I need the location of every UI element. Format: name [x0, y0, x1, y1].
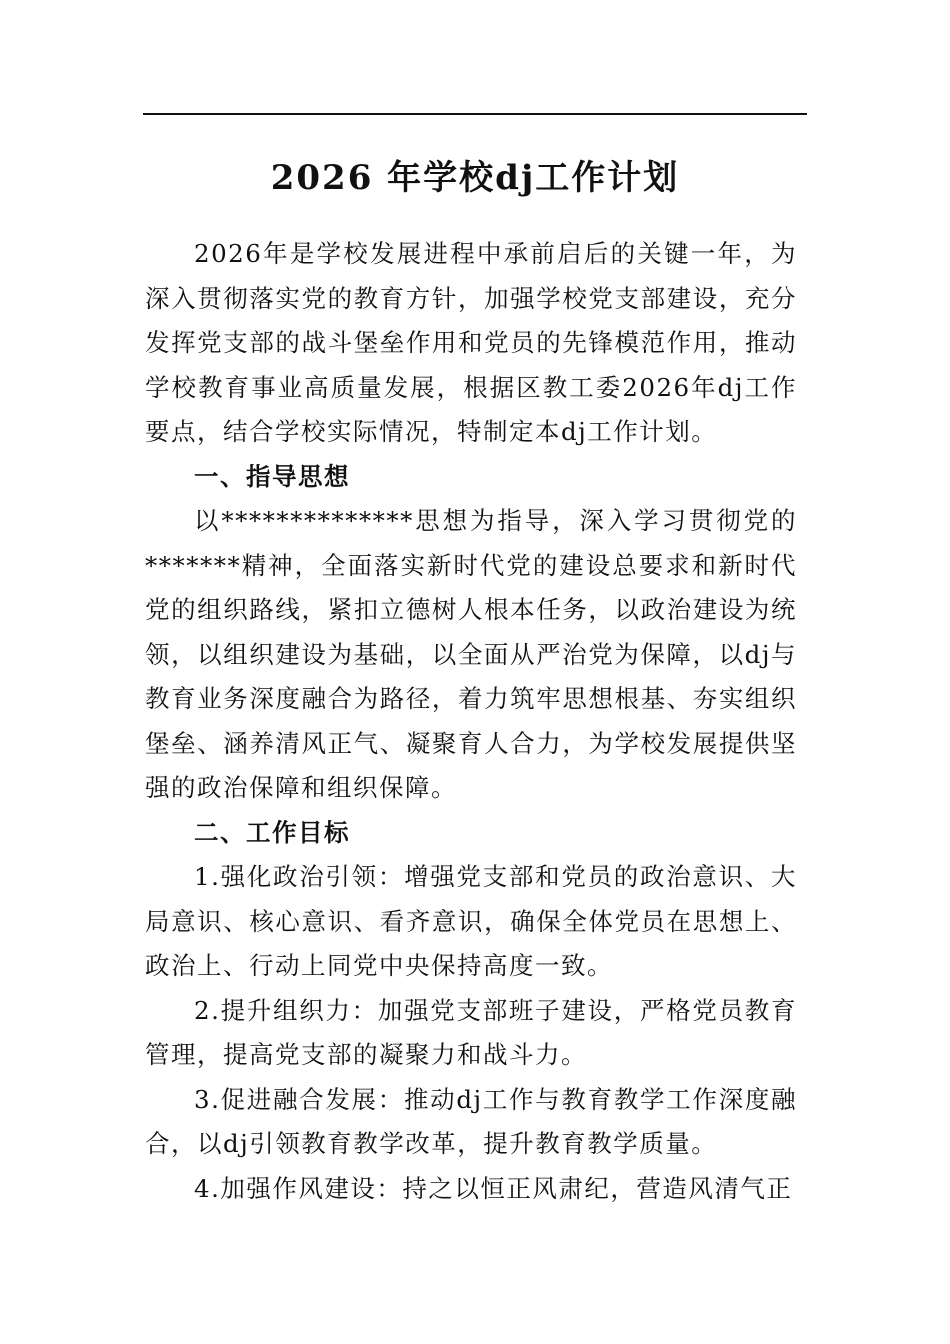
goal-item-1 [145, 855, 797, 989]
goal-item-lead: 4.加强作风建设： [194, 1173, 403, 1203]
document-body [145, 232, 797, 1211]
goal-item-text: 持之以恒正风肃纪，营造风清气正 [402, 1173, 793, 1203]
intro-paragraph: 2026年是学校发展进程中承前启后的关键一年，为深入贯彻落实党的教育方针，加强学校党支部建设，充分发挥党支部的战斗堡垒作用和党员的先锋模范作用，推动学校教育事业高质量发展，根据区教工委2026年dj工作要点，结合学校实际情况，特制定本dj工作计划。 [145, 239, 797, 446]
goal-item-lead: 2.提升组织力： [194, 995, 378, 1025]
goal-item-text: 推动dj工作与教育教学工作深度融合，以dj引领教育教学改革，提升教育教学质量。 [145, 1084, 798, 1158]
goal-item-3 [145, 1078, 797, 1167]
guiding-ideology-paragraph: 以**************思想为指导，深入学习贯彻党的*******精神，全面落实新时代党的建设总要求和新时代党的组织路线，紧扣立德树人根本任务，以政治建设为统领，以组织建设为基础，以全面从严治党为保障，以dj与教育业务深度融合为路径，着力筑牢思想根基、夯实组织堡垒、涵养清风正气、凝聚育人合力，为学校发展提供坚强的政治保障和组织保障。 [145, 506, 797, 802]
goal-item-2 [145, 989, 797, 1078]
document-title: 2026 年学校dj工作计划 [270, 158, 680, 198]
goal-item-lead: 1.强化政治引领： [194, 862, 405, 891]
goal-item-lead: 3.促进融合发展： [194, 1084, 404, 1114]
section-heading-work-goals: 二、工作目标 [194, 817, 350, 847]
goal-item-4 [145, 1167, 797, 1212]
goal-item-text: 加强党支部班子建设，严格党员教育管理，提高党支部的凝聚力和战斗力。 [145, 995, 798, 1069]
section-heading-guiding-ideology: 一、指导思想 [194, 461, 350, 491]
header-rule [143, 113, 807, 115]
goal-item-text: 增强党支部和党员的政治意识、大局意识、核心意识、看齐意识，确保全体党员在思想上、政治上、行动上同党中央保持高度一致。 [145, 862, 798, 980]
